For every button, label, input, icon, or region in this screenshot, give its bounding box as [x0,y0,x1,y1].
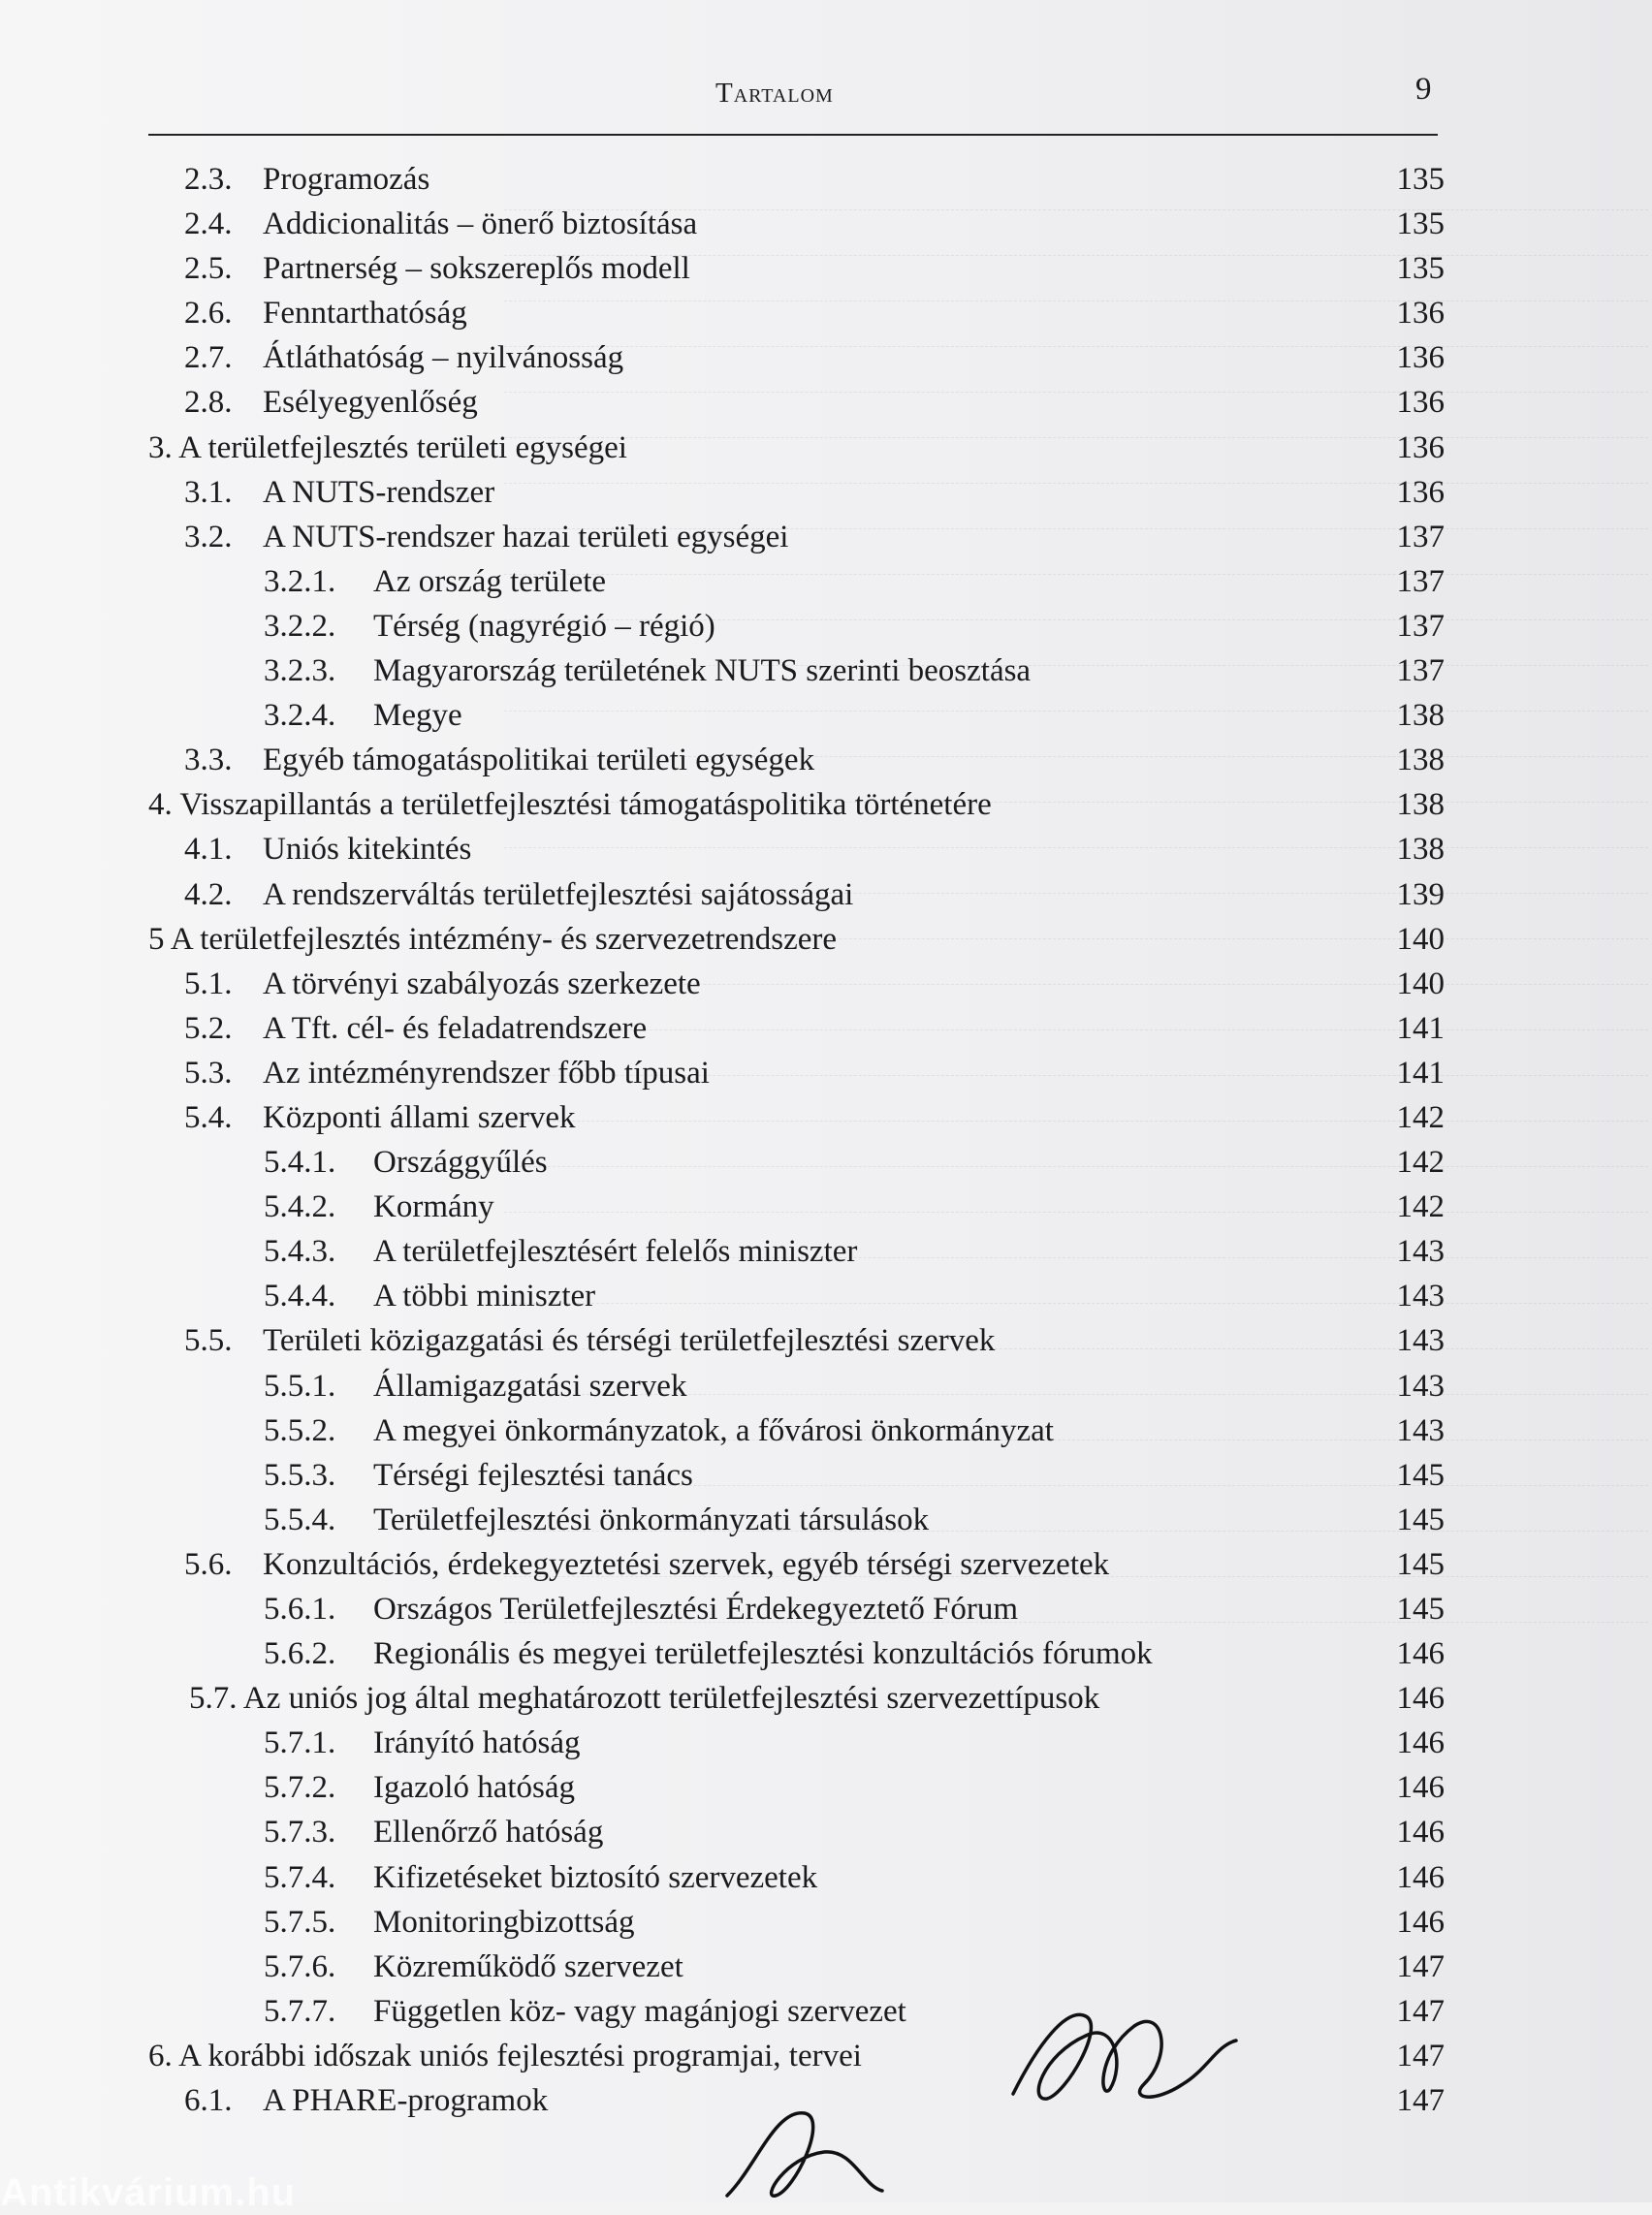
toc-entry-title: Kormány [373,1189,494,1225]
toc-entry-number: 3.2.3. [264,653,336,689]
toc-entry-title: 3. A területfejlesztés területi egységei [148,429,627,465]
toc-entry-title: Az intézményrendszer főbb típusai [263,1055,710,1091]
toc-entry-title: Regionális és megyei területfejlesztési konzultációs fórumok [373,1636,1153,1672]
toc-entry [0,559,1652,604]
toc-entry-number: 5.5.3. [264,1457,336,1493]
toc-entry [0,1140,1652,1185]
toc-entry-number: 5.4.1. [264,1145,336,1181]
toc-entry-number: 5.7.5. [264,1904,336,1940]
toc-entry [0,1095,1652,1140]
toc-entry-title: Fenntarthatóság [263,296,467,332]
toc-entry [0,1587,1652,1631]
toc-entry-page: 147 [1396,1948,1445,1984]
toc-entry-page: 135 [1396,206,1445,242]
toc-entry [0,202,1652,246]
signature-mark-lower [717,2099,950,2202]
toc-entry-title: A törvényi szabályozás szerkezete [263,965,701,1001]
page-number: 9 [1415,72,1432,107]
toc-entry-page: 143 [1396,1368,1445,1404]
toc-entry [0,157,1652,202]
toc-entry-title: Térségi fejlesztési tanács [373,1457,693,1493]
toc-entry-title: Átláthatóság – nyilvánosság [263,340,624,376]
header-rule [148,134,1438,136]
toc-entry-page: 135 [1396,162,1445,197]
toc-entry-number: 5.6.1. [264,1592,336,1627]
toc-entry-title: Kifizetéseket biztosító szervezetek [373,1859,818,1895]
toc-entry-title: Magyarország területének NUTS szerinti beosztása [373,653,1032,689]
toc-entry [0,1185,1652,1229]
toc-entry-title: Az ország területe [373,563,607,599]
toc-entry-page: 139 [1396,876,1445,912]
toc-entry-page: 137 [1396,563,1445,599]
toc-entry-title: Igazoló hatóság [373,1770,576,1806]
toc-entry [0,1318,1652,1363]
toc-entry-page: 136 [1396,385,1445,421]
toc-entry-title: A megyei önkormányzatok, a fővárosi önkormányzat [373,1412,1054,1448]
toc-entry-title: Megye [373,698,462,734]
toc-entry-title: Államigazgatási szervek [373,1368,687,1404]
toc-entry-title: Független köz- vagy magánjogi szervezet [373,1993,906,2029]
toc-entry [0,1855,1652,1900]
toc-entry-number: 5.1. [184,965,233,1001]
toc-entry-page: 146 [1396,1681,1445,1717]
toc-entry-page: 142 [1396,1099,1445,1135]
toc-entry-number: 2.3. [184,162,233,197]
toc-entry [0,738,1652,782]
toc-entry-number: 5.7.6. [264,1948,336,1984]
toc-entry [0,515,1652,559]
toc-entry-page: 146 [1396,1859,1445,1895]
toc-entry [0,1498,1652,1542]
toc-entry-title: Uniós kitekintés [263,832,472,868]
toc-entry-number: 5.7.1. [264,1725,336,1761]
toc-entry [0,1900,1652,1945]
toc-entry [0,1542,1652,1587]
toc-entry-title: 5.7. Az uniós jog által meghatározott területfejlesztési szervezettípusok [189,1681,1100,1717]
toc-entry [0,649,1652,693]
toc-entry [0,1274,1652,1318]
toc-entry-number: 5.4.3. [264,1234,336,1270]
toc-entry-title: Központi állami szervek [263,1099,576,1135]
toc-entry [0,1945,1652,1989]
toc-entry-number: 2.5. [184,251,233,287]
toc-entry-title: Irányító hatóság [373,1725,581,1761]
running-header-title: Tartalom [715,78,834,109]
toc-entry [0,1631,1652,1676]
toc-entry-title: 4. Visszapillantás a területfejlesztési támogatáspolitika történetére [148,787,992,823]
toc-entry [0,335,1652,380]
toc-entry-title: A NUTS-rendszer [263,474,495,510]
toc-entry-title: Partnerség – sokszereplős modell [263,251,690,287]
toc-entry-page: 137 [1396,519,1445,554]
toc-entry-title: Monitoringbizottság [373,1904,635,1940]
toc-entry-title: Területfejlesztési önkormányzati társulások [373,1502,930,1537]
toc-entry-title: A NUTS-rendszer hazai területi egységei [263,519,789,554]
toc-entry-number: 5.3. [184,1055,233,1091]
toc-entry [0,917,1652,962]
toc-entry-page: 138 [1396,787,1445,823]
toc-entry [0,693,1652,738]
toc-entry-page: 145 [1396,1592,1445,1627]
table-of-contents [0,157,1652,2123]
toc-entry-number: 5.7.3. [264,1815,336,1851]
toc-entry-page: 141 [1396,1010,1445,1046]
toc-entry-title: Közreműködő szervezet [373,1948,683,1984]
toc-entry-page: 138 [1396,832,1445,868]
toc-entry-number: 5.7.7. [264,1993,336,2029]
toc-entry-title: Esélyegyenlőség [263,385,478,421]
toc-entry-number: 3.3. [184,743,233,778]
toc-entry [0,1989,1652,2034]
toc-entry-page: 146 [1396,1770,1445,1806]
toc-entry-number: 2.6. [184,296,233,332]
toc-entry-number: 5.5.2. [264,1412,336,1448]
toc-entry-number: 4.1. [184,832,233,868]
toc-entry [0,872,1652,917]
toc-entry-title: Térség (nagyrégió – régió) [373,608,715,644]
toc-entry-page: 136 [1396,429,1445,465]
toc-entry-page: 146 [1396,1904,1445,1940]
toc-entry-page: 136 [1396,296,1445,332]
toc-entry-page: 143 [1396,1412,1445,1448]
toc-entry [0,827,1652,871]
toc-entry-number: 3.2.1. [264,563,336,599]
toc-entry-number: 3.2.2. [264,608,336,644]
toc-entry-page: 145 [1396,1457,1445,1493]
toc-entry-page: 137 [1396,608,1445,644]
toc-entry [0,2034,1652,2078]
toc-entry-number: 5.4. [184,1099,233,1135]
toc-entry-number: 5.5.4. [264,1502,336,1537]
toc-entry-page: 145 [1396,1502,1445,1537]
toc-entry-page: 135 [1396,251,1445,287]
toc-entry-page: 138 [1396,743,1445,778]
toc-entry-page: 136 [1396,474,1445,510]
toc-entry [0,1006,1652,1051]
toc-entry [0,1810,1652,1854]
toc-entry-title: Területi közigazgatási és térségi területfejlesztési szervek [263,1323,996,1359]
signature-mark [1008,1987,1241,2113]
toc-entry-title: Országos Területfejlesztési Érdekegyeztető Fórum [373,1592,1019,1627]
toc-entry-title: A Tft. cél- és feladatrendszere [263,1010,648,1046]
toc-entry-title: 5 A területfejlesztés intézmény- és szervezetrendszere [148,921,838,957]
toc-entry-number: 5.4.4. [264,1279,336,1314]
toc-entry-page: 141 [1396,1055,1445,1091]
toc-entry-number: 6.1. [184,2083,233,2119]
toc-entry-title: A PHARE-programok [263,2083,549,2119]
toc-entry-page: 143 [1396,1279,1445,1314]
toc-entry [0,604,1652,649]
toc-entry-title: A rendszerváltás területfejlesztési sajátosságai [263,876,854,912]
toc-entry-number: 5.5.1. [264,1368,336,1404]
toc-entry-number: 3.2. [184,519,233,554]
toc-entry [0,426,1652,470]
toc-entry-title: Addicionalitás – önerő biztosítása [263,206,698,242]
toc-entry [0,380,1652,425]
toc-entry-number: 2.4. [184,206,233,242]
toc-entry-page: 140 [1396,921,1445,957]
site-watermark: Antikvárium.hu [0,2171,297,2214]
toc-entry-page: 146 [1396,1636,1445,1672]
toc-entry-page: 146 [1396,1725,1445,1761]
toc-entry-page: 145 [1396,1546,1445,1582]
toc-entry [0,1051,1652,1095]
toc-entry-page: 137 [1396,653,1445,689]
toc-entry-page: 147 [1396,2038,1445,2073]
toc-entry [0,470,1652,515]
toc-entry-page: 136 [1396,340,1445,376]
toc-entry [0,1765,1652,1810]
toc-entry-number: 3.2.4. [264,698,336,734]
toc-entry-page: 147 [1396,1993,1445,2029]
toc-entry [0,246,1652,291]
toc-entry-number: 5.7.2. [264,1770,336,1806]
toc-entry-page: 146 [1396,1815,1445,1851]
toc-entry-page: 142 [1396,1189,1445,1225]
toc-entry-page: 143 [1396,1234,1445,1270]
toc-entry-title: Programozás [263,162,430,197]
toc-entry-number: 5.4.2. [264,1189,336,1225]
toc-entry-number: 3.1. [184,474,233,510]
toc-entry-page: 140 [1396,965,1445,1001]
toc-entry [0,1229,1652,1274]
toc-entry-title: A többi miniszter [373,1279,596,1314]
toc-entry-number: 2.8. [184,385,233,421]
toc-entry [0,1364,1652,1408]
toc-entry-title: Ellenőrző hatóság [373,1815,604,1851]
toc-entry [0,1408,1652,1453]
toc-entry-number: 5.6.2. [264,1636,336,1672]
toc-entry-number: 2.7. [184,340,233,376]
toc-entry-page: 138 [1396,698,1445,734]
toc-entry-number: 5.5. [184,1323,233,1359]
toc-entry [0,782,1652,827]
toc-entry-page: 143 [1396,1323,1445,1359]
toc-entry-title: A területfejlesztésért felelős miniszter [373,1234,858,1270]
toc-entry-number: 5.7.4. [264,1859,336,1895]
toc-entry-number: 5.2. [184,1010,233,1046]
toc-entry-title: Konzultációs, érdekegyeztetési szervek, egyéb térségi szervezetek [263,1546,1110,1582]
toc-entry [0,962,1652,1006]
toc-entry-number: 5.6. [184,1546,233,1582]
toc-entry-page: 142 [1396,1145,1445,1181]
toc-entry-title: Egyéb támogatáspolitikai területi egységek [263,743,815,778]
toc-entry-page: 147 [1396,2083,1445,2119]
toc-entry [0,1721,1652,1765]
toc-entry [0,291,1652,335]
toc-entry-number: 4.2. [184,876,233,912]
toc-entry [0,1676,1652,1721]
toc-entry-title: Országgyűlés [373,1145,548,1181]
toc-entry-title: 6. A korábbi időszak uniós fejlesztési programjai, tervei [148,2038,862,2073]
toc-entry [0,1453,1652,1498]
